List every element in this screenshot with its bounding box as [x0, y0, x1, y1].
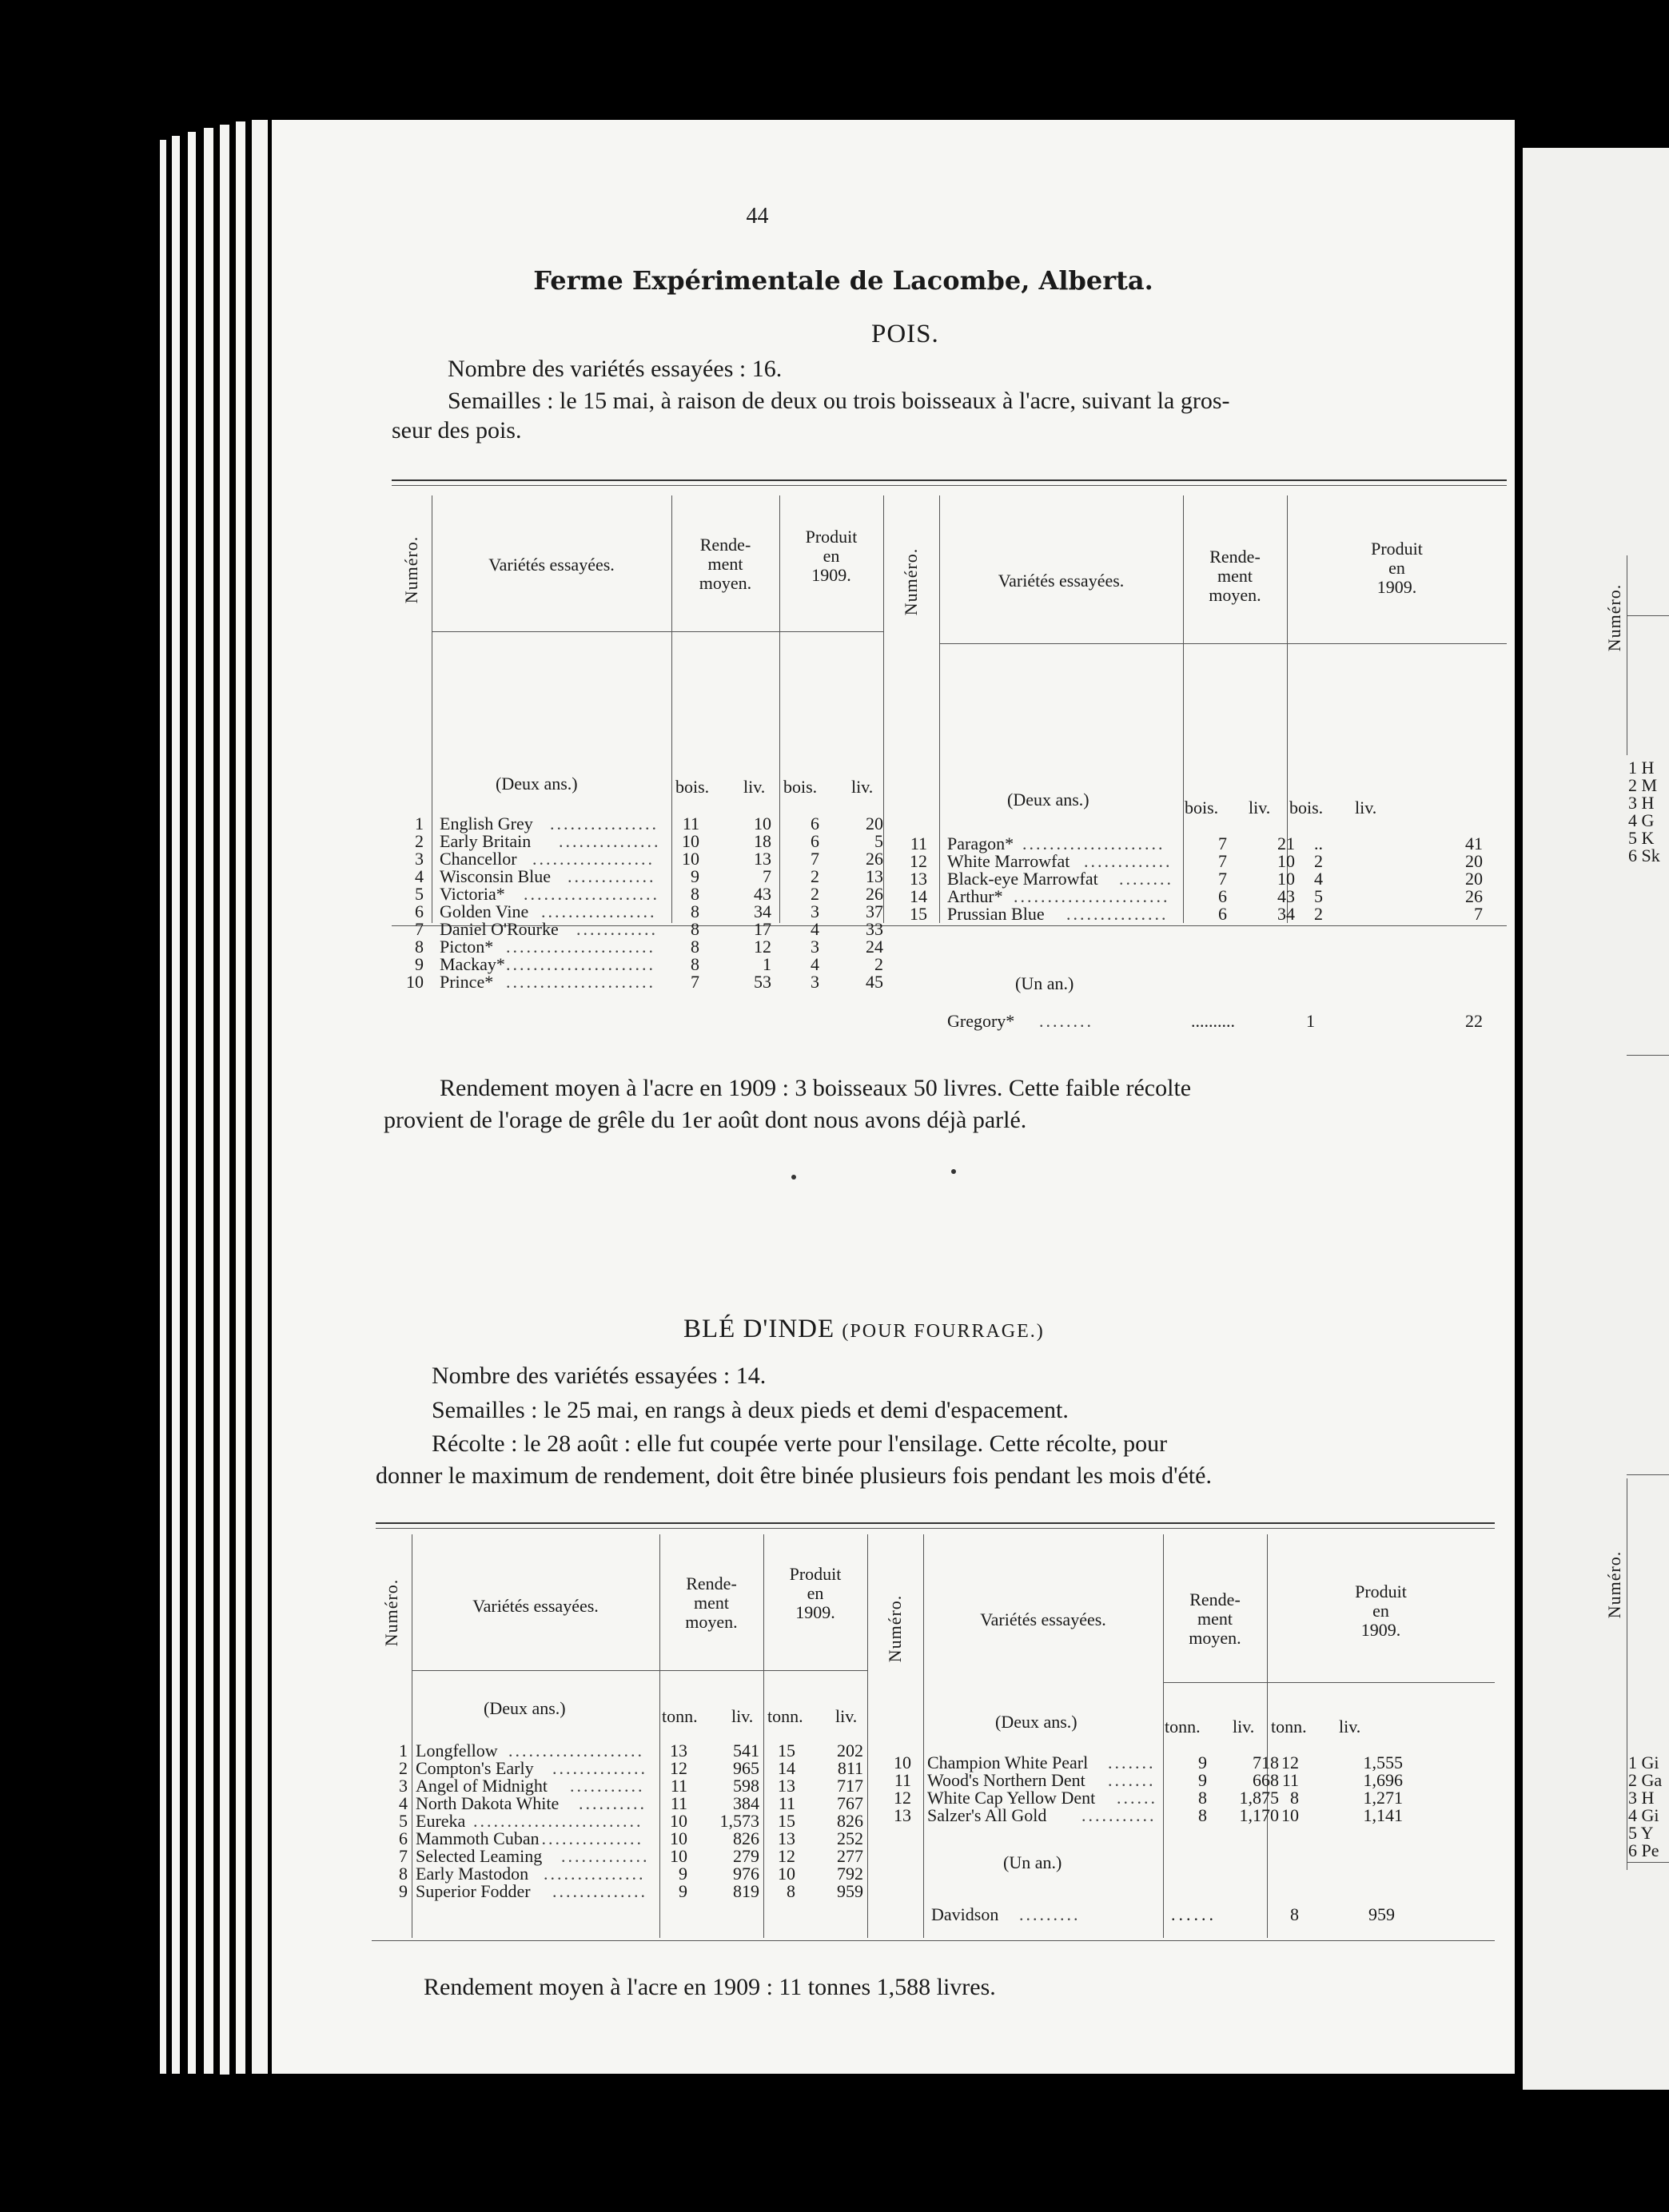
rendement-tonn: 10: [670, 1828, 687, 1848]
pois-unit-left-3: bois.: [783, 777, 818, 797]
rendement-tonn: 9: [679, 1864, 687, 1884]
ble-intro-harvest-cont: donner le maximum de rendement, doit être binée plusieurs fois pendant les mois d'été.: [376, 1462, 1212, 1489]
produit-liv: 252: [837, 1828, 863, 1848]
ble-intro-harvest: Récolte : le 28 août : elle fut coupée verte pour l'ensilage. Cette récolte, pour: [432, 1430, 1168, 1457]
book-page-edge-5: [220, 125, 229, 2075]
pois-header-rendement-left: Rende- ment moyen.: [699, 535, 752, 593]
speck-1: [791, 1175, 796, 1180]
produit-tonn: 13: [778, 1828, 795, 1848]
produit-tonn: 12: [1281, 1752, 1299, 1772]
row-number: 2: [415, 831, 424, 851]
produit-liv: 717: [837, 1776, 863, 1796]
row-variety-name: Daniel O'Rourke: [440, 919, 559, 939]
row-variety-name: Prussian Blue: [947, 904, 1045, 924]
rendement-liv: 976: [733, 1864, 759, 1884]
produit-tonn: 11: [1281, 1770, 1299, 1790]
produit-liv: 5: [874, 831, 883, 851]
row-variety-name: Mammoth Cuban: [416, 1828, 540, 1848]
row-variety-name: White Marrowfat: [947, 851, 1070, 871]
rendement-tonn: 10: [670, 1811, 687, 1831]
rendement-liv: 541: [733, 1741, 759, 1760]
rendement-bois: 8: [691, 884, 699, 904]
dot-leader: .............: [568, 866, 656, 886]
produit-liv: 41: [1465, 833, 1483, 853]
list-item: 1 Gi: [1628, 1752, 1659, 1772]
produit-bois: 3: [811, 937, 819, 957]
pois-header-produit-right: Produit en 1909.: [1371, 539, 1423, 597]
row-variety-name: Compton's Early: [416, 1758, 534, 1778]
produit-tonn: 8: [1290, 1788, 1299, 1808]
ble-conclusion: Rendement moyen à l'acre en 1909 : 11 tonnes 1,588 livres.: [424, 1974, 996, 2000]
row-number: 11: [910, 833, 927, 853]
row-variety-name: Chancellor: [440, 849, 517, 869]
row-variety-name: North Dakota White: [416, 1793, 560, 1813]
produit-bois: 3: [811, 901, 819, 921]
row-number: 3: [399, 1776, 408, 1796]
row-number: 10: [894, 1752, 911, 1772]
rendement-liv: 10: [754, 814, 771, 833]
book-page-edge-1: [160, 140, 166, 2074]
produit-bois: 5: [1314, 886, 1323, 906]
dot-leader: ..........: [579, 1793, 647, 1813]
produit-bois: ..: [1314, 833, 1323, 853]
produit-liv: 1,555: [1363, 1752, 1403, 1772]
book-page-edge-4: [204, 128, 213, 2074]
list-item: 4 G: [1628, 810, 1655, 830]
row-number: 15: [910, 904, 927, 924]
dot-leader: .......................: [1014, 886, 1170, 906]
ble-title: BLÉ D'INDE (POUR FOURRAGE.): [683, 1315, 1045, 1343]
pois-title: POIS.: [871, 320, 939, 348]
row-number: 13: [894, 1805, 911, 1825]
list-item: 2 Ga: [1628, 1770, 1663, 1790]
rendement-bois: 8: [691, 919, 699, 939]
produit-bois: 4: [811, 919, 819, 939]
row-variety-name: Arthur*: [947, 886, 1003, 906]
ble-header-varietes-left: Variétés essayées.: [472, 1596, 599, 1616]
produit-tonn: 10: [778, 1864, 795, 1884]
rendement-liv: 43: [754, 884, 771, 904]
row-variety-name: Prince*: [440, 972, 494, 992]
row-number: 12: [894, 1788, 911, 1808]
rendement-liv: 7: [763, 866, 771, 886]
rendement-bois: 8: [691, 901, 699, 921]
row-number: 7: [415, 919, 424, 939]
rendement-tonn: 11: [670, 1793, 687, 1813]
pois-header-varietes-left: Variétés essayées.: [488, 555, 615, 575]
pois-unit-left-4: liv.: [851, 777, 874, 797]
dot-leader: ..............: [552, 1758, 647, 1778]
pois-unit-right-2: liv.: [1249, 798, 1271, 818]
rendement-liv: 13: [754, 849, 771, 869]
speck-2: [951, 1169, 956, 1174]
produit-liv: 202: [837, 1741, 863, 1760]
produit-tonn: 15: [778, 1741, 795, 1760]
rendement-tonn: 8: [1198, 1788, 1207, 1808]
produit-tonn: 15: [778, 1811, 795, 1831]
next-page-fragment: [1523, 148, 1669, 2090]
row-number: 9: [415, 954, 424, 974]
list-item: 2 M: [1628, 775, 1658, 795]
row-variety-name: Selected Leaming: [416, 1846, 543, 1866]
row-number: 6: [415, 901, 424, 921]
pois-header-rendement-right: Rende- ment moyen.: [1209, 547, 1261, 605]
produit-liv: 26: [866, 884, 883, 904]
book-page-edge-6: [236, 121, 245, 2074]
dot-leader: ....................: [508, 1741, 644, 1760]
rendement-liv: 965: [733, 1758, 759, 1778]
rendement-liv: 10: [1277, 869, 1295, 889]
produit-liv: 24: [866, 937, 883, 957]
row-number: 1: [415, 814, 424, 833]
row-number: 12: [910, 851, 927, 871]
rendement-liv: 1,170: [1239, 1805, 1279, 1825]
ble-group-two-years-left: (Deux ans.): [484, 1698, 566, 1718]
dot-leader: ...........: [570, 1776, 645, 1796]
row-variety-name: White Cap Yellow Dent: [927, 1788, 1096, 1808]
ble-unit-right-1: tonn.: [1165, 1717, 1201, 1737]
row-variety-name: Salzer's All Gold: [927, 1805, 1047, 1825]
table-row: [887, 905, 1507, 925]
row-number: 8: [415, 937, 424, 957]
rendement-bois: 6: [1218, 886, 1227, 906]
produit-bois: 6: [811, 831, 819, 851]
produit-liv: 826: [837, 1811, 863, 1831]
rendement-liv: 12: [754, 937, 771, 957]
ble-intro-varieties: Nombre des variétés essayées : 14.: [432, 1363, 767, 1389]
produit-tonn: 11: [778, 1793, 795, 1813]
book-page: [272, 120, 1515, 2074]
pois-header-varietes-right: Variétés essayées.: [998, 571, 1125, 591]
pois-unit-left-1: bois.: [675, 777, 710, 797]
list-item: 5 K: [1628, 828, 1655, 848]
row-variety-name: English Grey: [440, 814, 533, 833]
produit-tonn: 13: [778, 1776, 795, 1796]
ble-one-year-produit-tonn: 8: [1290, 1904, 1299, 1924]
table-row: [871, 1807, 1495, 1826]
produit-liv: 33: [866, 919, 883, 939]
ble-unit-left-2: liv.: [731, 1706, 754, 1726]
rendement-bois: 8: [691, 954, 699, 974]
row-variety-name: Wood's Northern Dent: [927, 1770, 1085, 1790]
produit-bois: 2: [1314, 851, 1323, 871]
row-number: 8: [399, 1864, 408, 1884]
rendement-tonn: 10: [670, 1846, 687, 1866]
rendement-bois: 10: [682, 849, 699, 869]
pois-unit-right-3: bois.: [1289, 798, 1324, 818]
produit-liv: 26: [1465, 886, 1483, 906]
pois-intro-varieties: Nombre des variétés essayées : 16.: [448, 356, 783, 382]
list-item: 4 Gi: [1628, 1805, 1659, 1825]
rendement-tonn: 8: [1198, 1805, 1207, 1825]
pois-header-numero-right: Numéro.: [901, 547, 921, 616]
rendement-liv: 34: [1277, 904, 1295, 924]
rendement-tonn: 11: [670, 1776, 687, 1796]
produit-bois: 3: [811, 972, 819, 992]
rendement-bois: 7: [1218, 851, 1227, 871]
rendement-liv: 598: [733, 1776, 759, 1796]
pois-one-year-name: Gregory*: [947, 1011, 1015, 1031]
ble-one-year-leader: .........: [1019, 1904, 1081, 1924]
row-number: 5: [415, 884, 424, 904]
dot-leader: ...............: [1066, 904, 1169, 924]
list-item: 1 H: [1628, 758, 1655, 778]
row-number: 3: [415, 849, 424, 869]
rendement-liv: 21: [1277, 833, 1295, 853]
row-number: 9: [399, 1881, 408, 1901]
row-number: 2: [399, 1758, 408, 1778]
produit-bois: 4: [811, 954, 819, 974]
rendement-tonn: 13: [670, 1741, 687, 1760]
rendement-liv: 43: [1277, 886, 1295, 906]
rendement-bois: 10: [682, 831, 699, 851]
produit-liv: 20: [866, 814, 883, 833]
row-variety-name: Victoria*: [440, 884, 505, 904]
row-variety-name: Longfellow: [416, 1741, 498, 1760]
rendement-liv: 718: [1253, 1752, 1279, 1772]
ble-intro-sowing: Semailles : le 25 mai, en rangs à deux pieds et demi d'espacement.: [432, 1397, 1069, 1423]
row-number: 7: [399, 1846, 408, 1866]
dot-leader: ................: [535, 1828, 643, 1848]
dot-leader: ......................: [506, 954, 655, 974]
dot-leader: .......: [1108, 1752, 1156, 1772]
pois-header-produit-left: Produit en 1909.: [805, 527, 858, 585]
row-number: 4: [415, 866, 424, 886]
row-variety-name: Early Mastodon: [416, 1864, 529, 1884]
ble-unit-left-3: tonn.: [767, 1706, 803, 1726]
list-item: 6 Pe: [1628, 1840, 1659, 1860]
rendement-liv: 17: [754, 919, 771, 939]
row-number: 10: [406, 972, 424, 992]
ble-group-two-years-right: (Deux ans.): [995, 1712, 1077, 1732]
rendement-liv: 34: [754, 901, 771, 921]
row-variety-name: Picton*: [440, 937, 494, 957]
rendement-tonn: 9: [1198, 1770, 1207, 1790]
rendement-liv: 18: [754, 831, 771, 851]
produit-liv: 20: [1465, 869, 1483, 889]
rendement-bois: 7: [1218, 833, 1227, 853]
row-variety-name: Eureka: [416, 1811, 466, 1831]
list-item: 5 Y: [1628, 1823, 1654, 1843]
produit-bois: 2: [811, 884, 819, 904]
dot-leader: ................: [550, 814, 659, 833]
next-page-numero-bottom: Numéro.: [1604, 1550, 1624, 1619]
rendement-liv: 1,573: [719, 1811, 759, 1831]
produit-liv: 1,696: [1363, 1770, 1403, 1790]
pois-one-year-produit-bois: 1: [1306, 1011, 1315, 1031]
rendement-bois: 6: [1218, 904, 1227, 924]
ble-header-rendement-left: Rende- ment moyen.: [685, 1573, 738, 1632]
produit-liv: 959: [837, 1881, 863, 1901]
rendement-bois: 7: [1218, 869, 1227, 889]
ble-one-year-name: Davidson: [931, 1904, 999, 1924]
row-number: 6: [399, 1828, 408, 1848]
dot-leader: .........................: [473, 1811, 643, 1831]
produit-bois: 6: [811, 814, 819, 833]
ble-one-year-produit-liv: 959: [1368, 1904, 1395, 1924]
dot-leader: ...........: [1081, 1805, 1157, 1825]
row-variety-name: Early Britain: [440, 831, 532, 851]
list-item: 6 Sk: [1628, 845, 1660, 865]
pois-unit-right-1: bois.: [1185, 798, 1219, 818]
ble-unit-left-4: liv.: [835, 1706, 858, 1726]
book-page-edge-7: [252, 120, 268, 2074]
dot-leader: .............: [1084, 851, 1173, 871]
table-row: [372, 1883, 867, 1902]
row-variety-name: Superior Fodder: [416, 1881, 531, 1901]
ble-unit-right-3: tonn.: [1271, 1717, 1307, 1737]
ble-unit-left-1: tonn.: [662, 1706, 698, 1726]
dot-leader: .................: [541, 901, 657, 921]
page-number: 44: [746, 204, 769, 229]
produit-liv: 767: [837, 1793, 863, 1813]
produit-bois: 4: [1314, 869, 1323, 889]
rendement-tonn: 9: [1198, 1752, 1207, 1772]
rendement-liv: 1: [763, 954, 771, 974]
ble-unit-right-2: liv.: [1233, 1717, 1255, 1737]
pois-intro-sowing: Semailles : le 15 mai, à raison de deux ou trois boisseaux à l'acre, suivant la gros-: [448, 388, 1230, 414]
produit-bois: 7: [811, 849, 819, 869]
rendement-bois: 9: [691, 866, 699, 886]
dot-leader: ......: [1117, 1788, 1157, 1808]
dot-leader: ..................: [532, 849, 655, 869]
pois-one-year-leader: ........: [1039, 1011, 1093, 1031]
dot-leader: ............: [576, 919, 658, 939]
produit-bois: 2: [1314, 904, 1323, 924]
pois-unit-left-2: liv.: [743, 777, 766, 797]
row-number: 13: [910, 869, 927, 889]
row-variety-name: Angel of Midnight: [416, 1776, 548, 1796]
row-number: 4: [399, 1793, 408, 1813]
ble-header-numero-right: Numéro.: [885, 1594, 905, 1663]
dot-leader: ......................: [506, 972, 655, 992]
produit-tonn: 14: [778, 1758, 795, 1778]
dot-leader: ......................: [506, 937, 655, 957]
list-item: 3 H: [1628, 1788, 1655, 1808]
ble-header-numero-left: Numéro.: [381, 1578, 401, 1647]
produit-liv: 811: [837, 1758, 863, 1778]
dot-leader: ..............: [552, 1881, 647, 1901]
rendement-tonn: 9: [679, 1881, 687, 1901]
row-number: 11: [894, 1770, 911, 1790]
produit-tonn: 12: [778, 1846, 795, 1866]
pois-conclusion-2: provient de l'orage de grêle du 1er août dont nous avons déjà parlé.: [384, 1107, 1027, 1133]
ble-unit-right-4: liv.: [1339, 1717, 1361, 1737]
table-row: [388, 973, 887, 993]
pois-group-two-years-left: (Deux ans.): [496, 774, 578, 794]
rendement-bois: 11: [682, 814, 699, 833]
rendement-liv: 10: [1277, 851, 1295, 871]
rendement-bois: 7: [691, 972, 699, 992]
produit-liv: 37: [866, 901, 883, 921]
produit-liv: 1,271: [1363, 1788, 1403, 1808]
ble-header-rendement-right: Rende- ment moyen.: [1189, 1589, 1241, 1648]
ble-one-year-rendement: ......: [1171, 1904, 1217, 1924]
produit-liv: 1,141: [1363, 1805, 1403, 1825]
produit-liv: 277: [837, 1846, 863, 1866]
book-page-edge-2: [172, 136, 180, 2074]
dot-leader: .......: [1108, 1770, 1156, 1790]
rendement-liv: 826: [733, 1828, 759, 1848]
rendement-liv: 1,875: [1239, 1788, 1279, 1808]
produit-liv: 2: [874, 954, 883, 974]
rendement-bois: 8: [691, 937, 699, 957]
dot-leader: ....................: [524, 884, 659, 904]
book-page-edge-3: [188, 132, 196, 2074]
pois-one-year-rendement: ..........: [1191, 1011, 1235, 1031]
produit-tonn: 10: [1281, 1805, 1299, 1825]
pois-one-year-row: [939, 1013, 1507, 1032]
pois-conclusion-1: Rendement moyen à l'acre en 1909 : 3 boisseaux 50 livres. Cette faible récolte: [440, 1075, 1192, 1101]
row-variety-name: Paragon*: [947, 833, 1014, 853]
pois-group-one-year: (Un an.): [1015, 973, 1074, 993]
list-item: 3 H: [1628, 793, 1655, 813]
ble-header-varietes-right: Variétés essayées.: [980, 1609, 1106, 1629]
pois-one-year-produit-liv: 22: [1465, 1011, 1483, 1031]
row-variety-name: Wisconsin Blue: [440, 866, 552, 886]
dot-leader: ...............: [559, 831, 661, 851]
rendement-liv: 279: [733, 1846, 759, 1866]
ble-header-produit-right: Produit en 1909.: [1355, 1581, 1407, 1640]
rendement-tonn: 12: [670, 1758, 687, 1778]
dot-leader: ...............: [544, 1864, 646, 1884]
produit-liv: 7: [1474, 904, 1483, 924]
ble-header-produit-left: Produit en 1909.: [789, 1564, 842, 1622]
dot-leader: .............: [561, 1846, 650, 1866]
row-variety-name: Golden Vine: [440, 901, 529, 921]
produit-liv: 20: [1465, 851, 1483, 871]
farm-title: Ferme Expérimentale de Lacombe, Alberta.: [533, 265, 1153, 296]
dot-leader: ........: [1119, 869, 1173, 889]
pois-group-two-years-right: (Deux ans.): [1007, 790, 1089, 810]
produit-tonn: 8: [787, 1881, 795, 1901]
rendement-liv: 384: [733, 1793, 759, 1813]
next-page-numero-top: Numéro.: [1604, 583, 1624, 652]
produit-liv: 792: [837, 1864, 863, 1884]
rendement-liv: 53: [754, 972, 771, 992]
dot-leader: .....................: [1022, 833, 1165, 853]
produit-bois: 2: [811, 866, 819, 886]
row-variety-name: Mackay*: [440, 954, 505, 974]
rendement-liv: 668: [1253, 1770, 1279, 1790]
produit-liv: 13: [866, 866, 883, 886]
row-number: 1: [399, 1741, 408, 1760]
pois-unit-right-4: liv.: [1355, 798, 1377, 818]
row-number: 5: [399, 1811, 408, 1831]
row-number: 14: [910, 886, 927, 906]
rendement-liv: 819: [733, 1881, 759, 1901]
row-variety-name: Champion White Pearl: [927, 1752, 1089, 1772]
produit-liv: 26: [866, 849, 883, 869]
row-variety-name: Black-eye Marrowfat: [947, 869, 1098, 889]
produit-liv: 45: [866, 972, 883, 992]
pois-header-numero-left: Numéro.: [401, 535, 421, 604]
pois-intro-sowing-cont: seur des pois.: [392, 417, 522, 444]
ble-group-one-year: (Un an.): [1003, 1852, 1062, 1872]
ble-one-year-row: [923, 1906, 1495, 1925]
